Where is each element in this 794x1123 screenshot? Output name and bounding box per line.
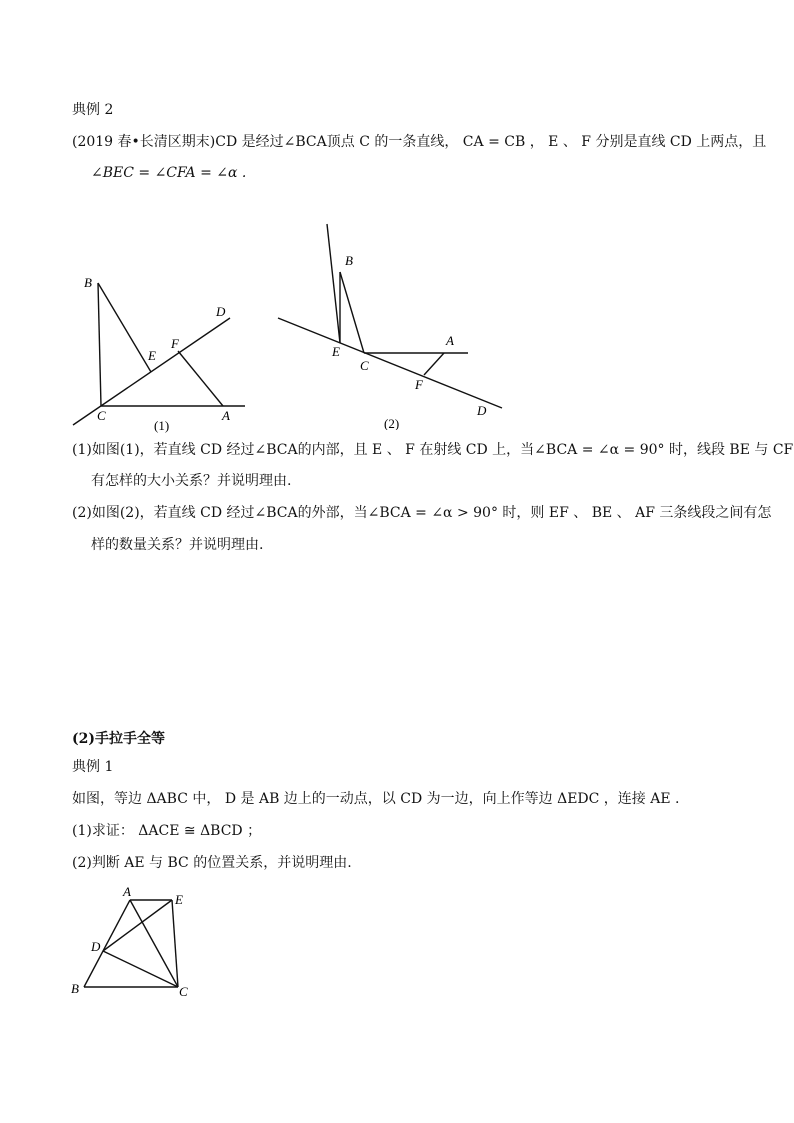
section-heading: (2)手拉手全等: [72, 731, 165, 747]
figure-3-diagram: [65, 882, 195, 1000]
example2-question1-line1: (1)如图(1)，若直线 CD 经过∠BCA的内部，且 E 、 F 在射线 CD 上，当∠BCA = ∠α = 90° 时，线段 BE 与 CF: [72, 442, 794, 458]
fig2-line-bc: [327, 224, 340, 343]
example1-title: 典例 1: [72, 759, 114, 775]
fig3-label-b: B: [71, 981, 79, 996]
fig2-label-b: B: [345, 253, 353, 268]
fig1-segment-bc: [98, 283, 101, 406]
fig2-label-f: F: [415, 377, 423, 392]
fig2-label-e: E: [332, 344, 340, 359]
fig3-segment-dc: [103, 951, 178, 987]
fig2-segment-bc: [340, 272, 364, 353]
fig2-label-a: A: [446, 333, 454, 348]
example1-question1: (1)求证： ΔACE ≅ ΔBCD ；: [72, 823, 262, 839]
figure-1-diagram: [60, 240, 260, 440]
example2-question2-line1: (2)如图(2)，若直线 CD 经过∠BCA的外部，当∠BCA = ∠α > 90° 时，则 EF 、 BE 、 AF 三条线段之间有怎: [72, 505, 772, 521]
fig3-segment-ec: [172, 900, 178, 987]
figure-2-diagram: [270, 215, 510, 430]
fig1-segment-be: [98, 283, 151, 372]
fig2-label-d: D: [477, 403, 487, 418]
fig1-label-a: A: [222, 408, 230, 423]
fig1-label-c: C: [97, 408, 106, 423]
example2-question2-line2: 样的数量关系？并说明理由.: [91, 537, 264, 553]
example1-statement: 如图，等边 ΔABC 中， D 是 AB 边上的一动点，以 CD 为一边，向上作等边 ΔEDC ，连接 AE .: [72, 791, 680, 807]
example2-statement-line2: ∠BEC = ∠CFA = ∠α .: [91, 165, 247, 181]
fig1-caption: (1): [154, 418, 170, 433]
fig1-label-b: B: [84, 275, 92, 290]
fig1-label-e: E: [148, 348, 156, 363]
fig3-label-a: A: [123, 884, 131, 899]
fig1-segment-fa: [178, 351, 223, 406]
fig3-label-e: E: [175, 892, 183, 907]
fig3-label-d: D: [91, 939, 101, 954]
example1-question2: (2)判断 AE 与 BC 的位置关系，并说明理由.: [72, 855, 352, 871]
fig3-segment-de: [103, 900, 172, 951]
example2-title: 典例 2: [72, 102, 114, 118]
fig2-line-cd: [278, 318, 502, 408]
fig2-segment-af: [424, 353, 444, 375]
fig1-label-f: F: [171, 336, 179, 351]
fig3-label-c: C: [179, 984, 188, 999]
example2-question1-line2: 有怎样的大小关系？并说明理由.: [91, 473, 292, 489]
fig1-label-d: D: [216, 304, 226, 319]
example2-statement-line1: (2019 春•长清区期末)CD 是经过∠BCA顶点 C 的一条直线， CA = CB ， E 、 F 分别是直线 CD 上两点，且: [72, 134, 767, 150]
fig2-label-c: C: [360, 358, 369, 373]
fig2-caption: (2): [384, 416, 400, 430]
